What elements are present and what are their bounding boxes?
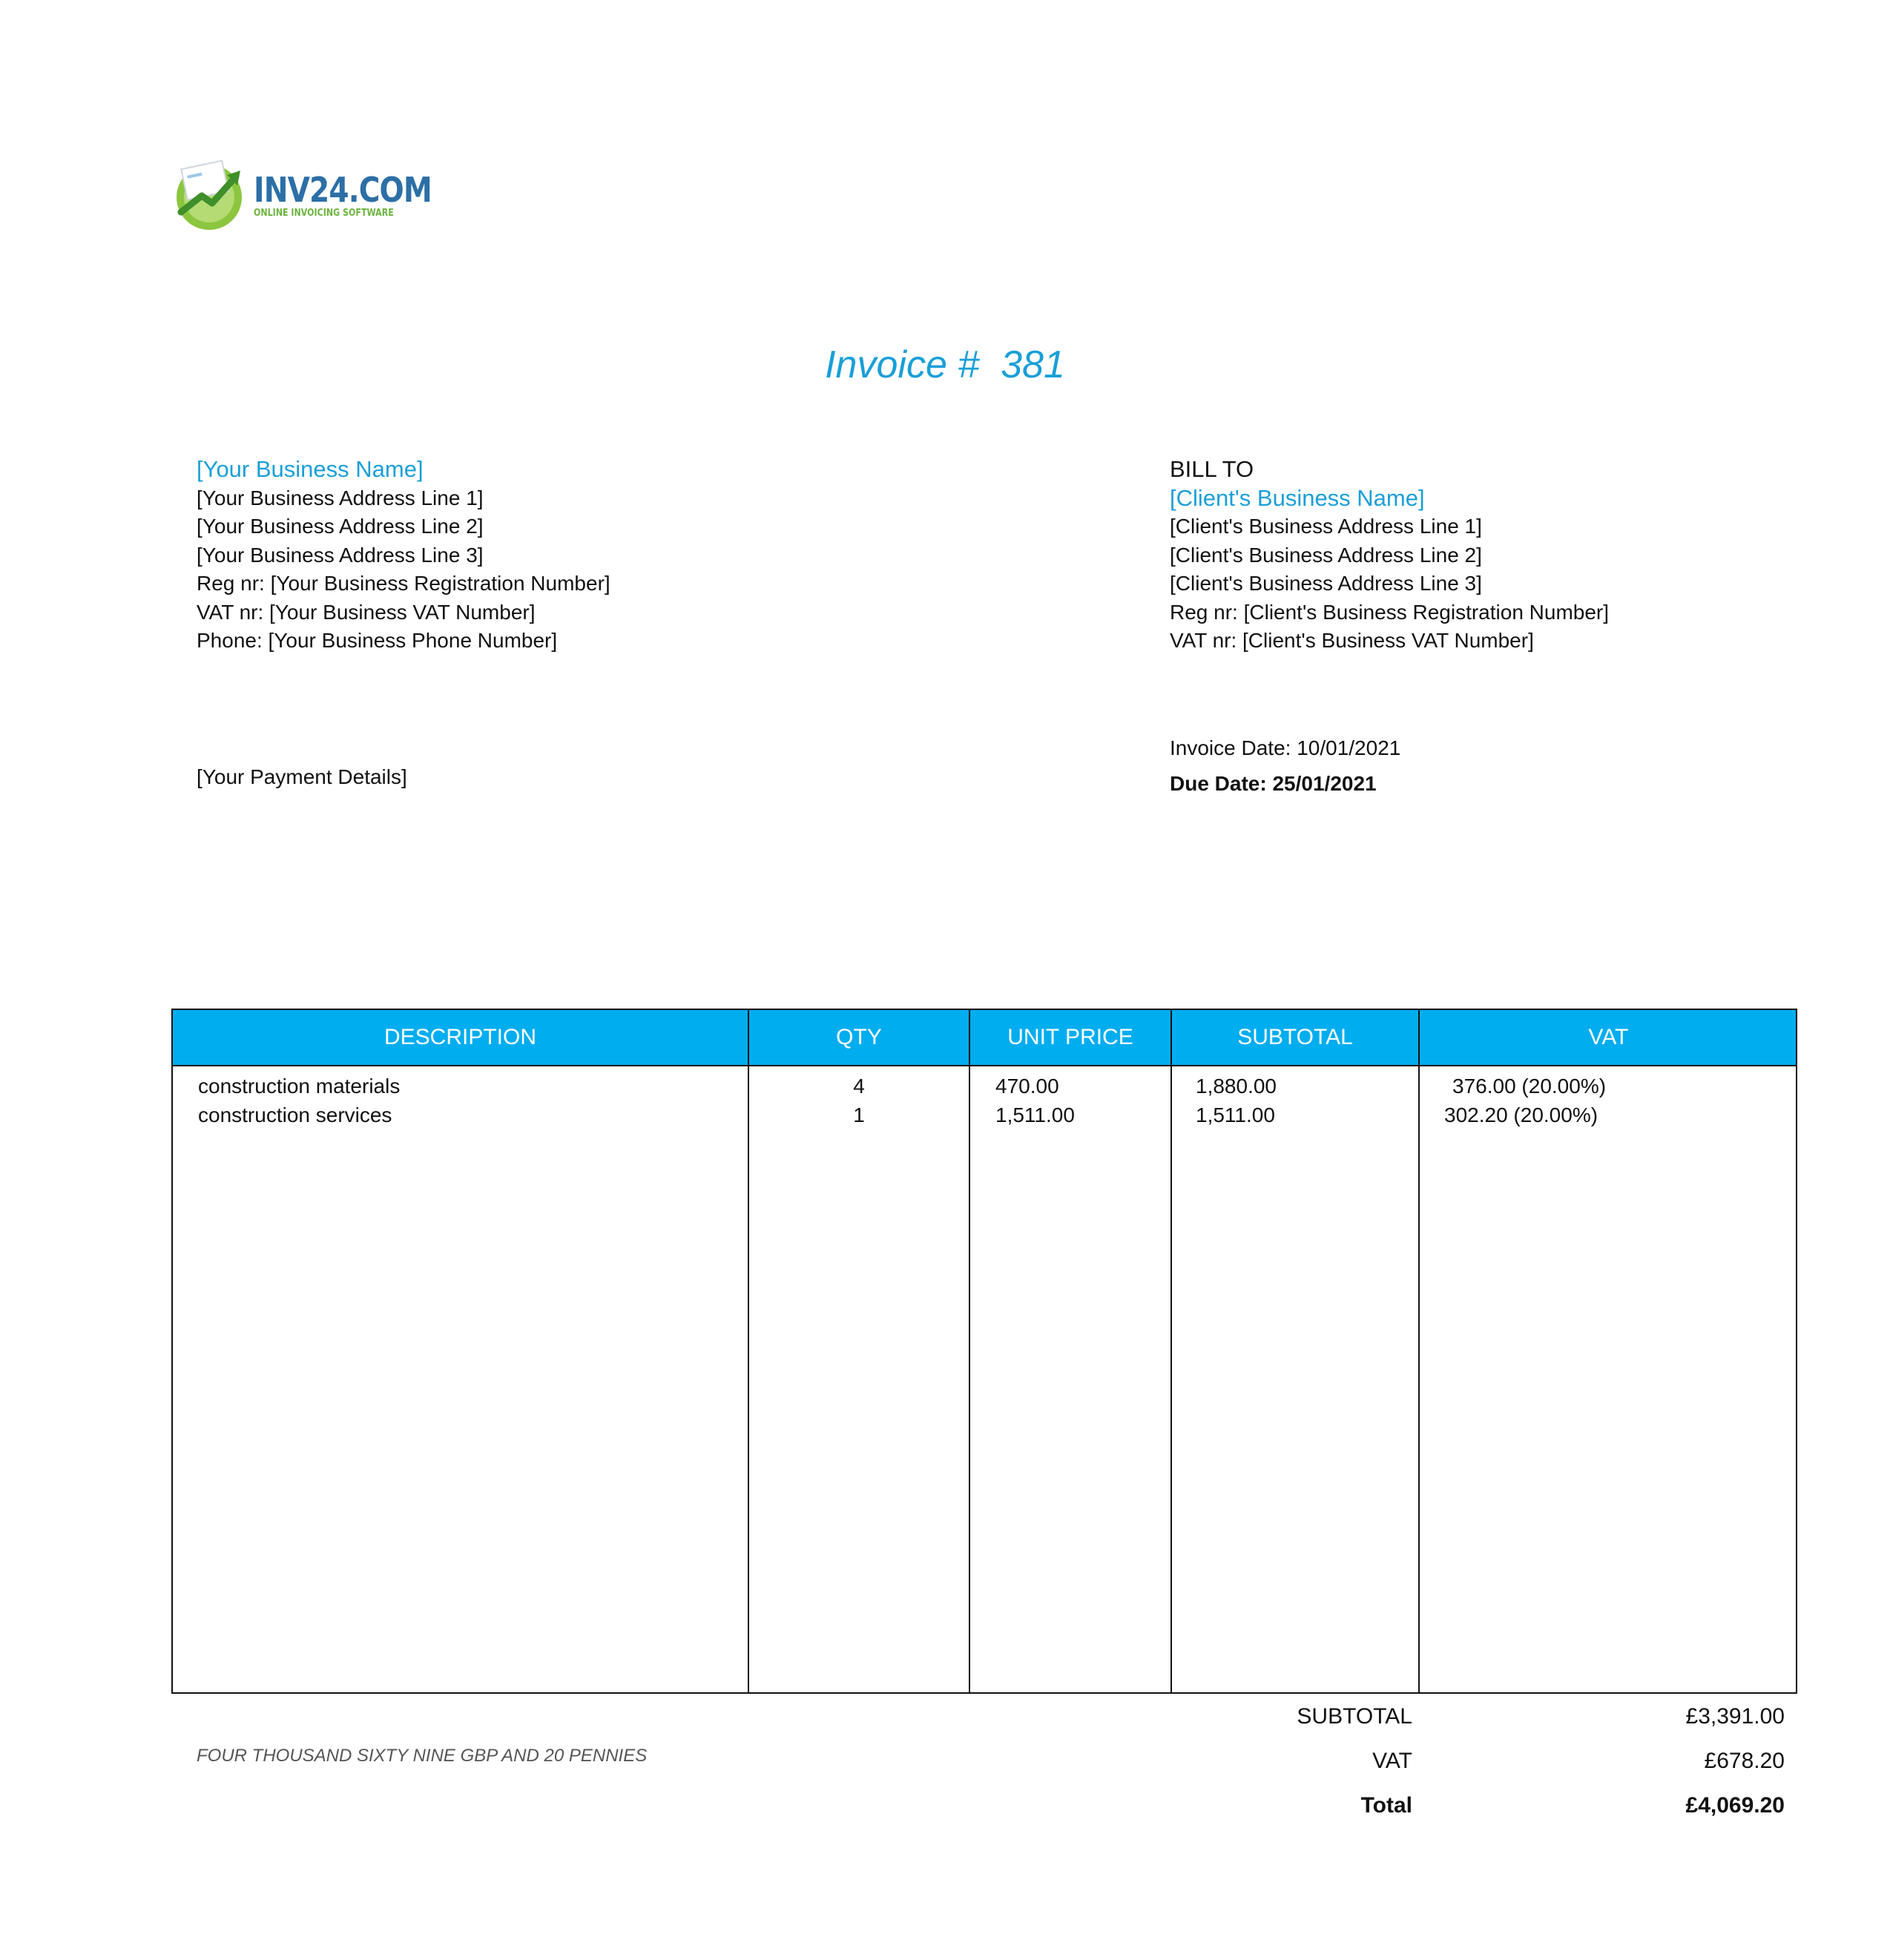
seller-address-line-2: [Your Business Address Line 2] bbox=[197, 515, 484, 538]
vat-value: £678.20 bbox=[1704, 1749, 1785, 1773]
row-2-subtotal: 1,511.00 bbox=[1196, 1103, 1275, 1126]
client-name: [Client's Business Name] bbox=[1170, 484, 1425, 511]
row-2-unit-price: 1,511.00 bbox=[995, 1103, 1075, 1126]
logo-name: INV24.COM bbox=[254, 170, 432, 210]
amount-in-words: FOUR THOUSAND SIXTY NINE GBP AND 20 PENNIES bbox=[197, 1746, 648, 1766]
due-date: Due Date: 25/01/2021 bbox=[1170, 772, 1377, 795]
column-divider bbox=[969, 1010, 970, 1692]
row-1-qty: 4 bbox=[853, 1075, 865, 1098]
header-unit-price: UNIT PRICE bbox=[1007, 1025, 1133, 1049]
invoice-title: Invoice # 381 bbox=[825, 343, 1065, 386]
seller-vat-number: VAT nr: [Your Business VAT Number] bbox=[197, 600, 536, 624]
bill-to-block bbox=[1170, 455, 1609, 656]
total-value: £4,069.20 bbox=[1685, 1793, 1785, 1818]
header-vat: VAT bbox=[1588, 1025, 1629, 1049]
row-2-description: construction services bbox=[198, 1103, 392, 1126]
row-1-unit-price: 470.00 bbox=[995, 1075, 1059, 1098]
seller-block bbox=[197, 455, 610, 656]
client-vat-number: VAT nr: [Client's Business VAT Number] bbox=[1170, 629, 1534, 652]
row-2-qty: 1 bbox=[853, 1103, 865, 1126]
logo-icon bbox=[172, 157, 249, 231]
seller-reg-number: Reg nr: [Your Business Registration Number] bbox=[197, 572, 610, 595]
row-2-vat: 302.20 (20.00%) bbox=[1444, 1103, 1598, 1126]
line-items-table bbox=[171, 1009, 1797, 1694]
logo-tagline: ONLINE INVOICING SOFTWARE bbox=[254, 208, 394, 219]
row-1-description: construction materials bbox=[198, 1075, 401, 1098]
company-logo bbox=[172, 157, 432, 231]
bill-to-heading: BILL TO bbox=[1170, 456, 1254, 482]
row-1-subtotal: 1,880.00 bbox=[1196, 1075, 1277, 1098]
invoice-dates bbox=[1170, 730, 1400, 802]
seller-address-line-1: [Your Business Address Line 1] bbox=[197, 486, 484, 509]
vat-label: VAT bbox=[1372, 1749, 1412, 1773]
client-reg-number: Reg nr: [Client's Business Registration Number] bbox=[1170, 600, 1610, 624]
column-divider bbox=[1418, 1010, 1420, 1692]
invoice-date: Invoice Date: 10/01/2021 bbox=[1170, 736, 1401, 759]
seller-address-line-3: [Your Business Address Line 3] bbox=[197, 543, 484, 567]
client-address-line-1: [Client's Business Address Line 1] bbox=[1170, 515, 1482, 538]
subtotal-label: SUBTOTAL bbox=[1297, 1704, 1412, 1729]
seller-name: [Your Business Name] bbox=[197, 456, 424, 482]
subtotal-value: £3,391.00 bbox=[1685, 1704, 1785, 1729]
header-qty: QTY bbox=[836, 1025, 882, 1049]
seller-phone: Phone: [Your Business Phone Number] bbox=[197, 629, 558, 652]
header-subtotal: SUBTOTAL bbox=[1237, 1025, 1353, 1049]
client-address-line-2: [Client's Business Address Line 2] bbox=[1170, 543, 1482, 567]
header-description: DESCRIPTION bbox=[383, 1025, 537, 1049]
total-label: Total bbox=[1360, 1793, 1412, 1818]
row-1-vat: 376.00 (20.00%) bbox=[1452, 1075, 1607, 1098]
table-header bbox=[173, 1010, 1796, 1066]
client-address-line-3: [Client's Business Address Line 3] bbox=[1170, 572, 1482, 595]
payment-details: [Your Payment Details] bbox=[197, 765, 407, 788]
column-divider bbox=[1170, 1010, 1172, 1692]
